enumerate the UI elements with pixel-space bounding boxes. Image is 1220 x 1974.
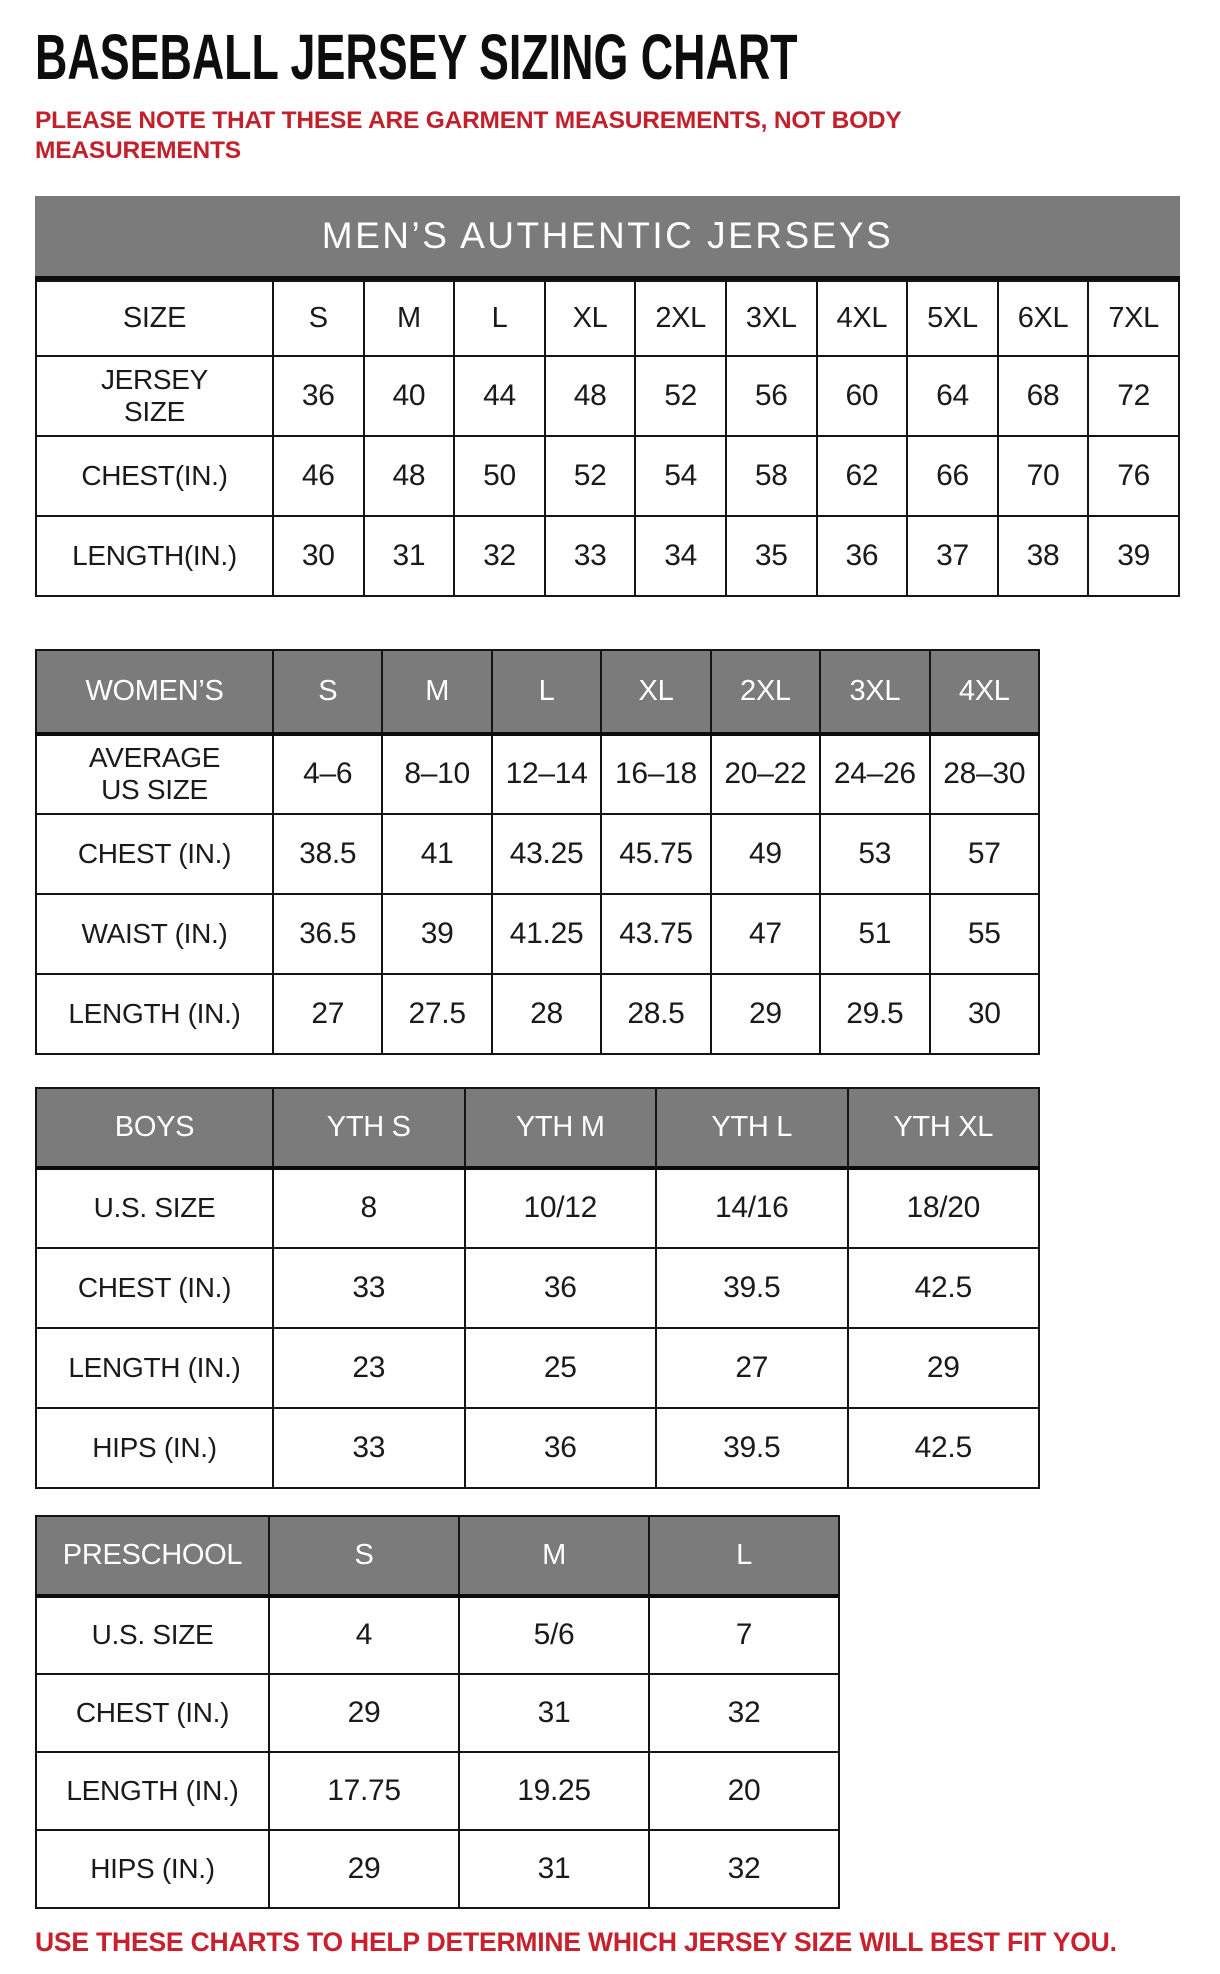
womens-value-cell: 16–18 bbox=[601, 734, 710, 814]
womens-value-cell: 51 bbox=[820, 894, 929, 974]
mens-value-cell: 66 bbox=[907, 436, 998, 516]
womens-row-label-cell bbox=[36, 734, 273, 814]
mens-row-label-cell bbox=[36, 516, 273, 596]
preschool-value-cell: 29 bbox=[269, 1830, 459, 1908]
womens-value-cell: 43.75 bbox=[601, 894, 710, 974]
fit-advice-note: USE THESE CHARTS TO HELP DETERMINE WHICH JERSEY SIZE WILL BEST FIT YOU. bbox=[35, 1926, 1117, 1957]
womens-header-size: L bbox=[492, 650, 601, 734]
boys-header-size: YTH L bbox=[656, 1088, 848, 1168]
boys-table-section bbox=[35, 1087, 1220, 1489]
preschool-size-table bbox=[35, 1515, 840, 1909]
preschool-header-label: PRESCHOOL bbox=[36, 1516, 269, 1596]
mens-value-cell: 50 bbox=[454, 436, 545, 516]
preschool-row-label: CHEST (IN.) bbox=[75, 1696, 230, 1728]
womens-data-row bbox=[36, 814, 1039, 894]
womens-header-size: XL bbox=[601, 650, 710, 734]
womens-value-cell: 29 bbox=[711, 974, 820, 1054]
boys-value-cell: 25 bbox=[465, 1328, 657, 1408]
boys-row-label: CHEST (IN.) bbox=[77, 1271, 232, 1303]
mens-value-cell: 52 bbox=[545, 436, 636, 516]
boys-value-cell: 39.5 bbox=[656, 1248, 848, 1328]
preschool-value-cell: 32 bbox=[649, 1674, 839, 1752]
mens-header-size: L bbox=[454, 281, 545, 356]
womens-row-label: CHEST (IN.) bbox=[77, 837, 232, 869]
preschool-value-cell: 19.25 bbox=[459, 1752, 649, 1830]
mens-value-cell: 46 bbox=[273, 436, 364, 516]
boys-value-cell: 33 bbox=[273, 1408, 465, 1488]
mens-size-table bbox=[35, 280, 1180, 597]
boys-value-cell: 33 bbox=[273, 1248, 465, 1328]
womens-value-cell: 28–30 bbox=[930, 734, 1039, 814]
mens-header-size: 4XL bbox=[817, 281, 908, 356]
mens-value-cell: 38 bbox=[998, 516, 1089, 596]
preschool-value-cell: 20 bbox=[649, 1752, 839, 1830]
womens-value-cell: 57 bbox=[930, 814, 1039, 894]
womens-value-cell: 53 bbox=[820, 814, 929, 894]
mens-header-label: SIZE bbox=[36, 281, 273, 356]
womens-value-cell: 24–26 bbox=[820, 734, 929, 814]
boys-value-cell: 27 bbox=[656, 1328, 848, 1408]
preschool-value-cell: 32 bbox=[649, 1830, 839, 1908]
boys-value-cell: 8 bbox=[273, 1168, 465, 1248]
womens-value-cell: 30 bbox=[930, 974, 1039, 1054]
womens-header-size: 4XL bbox=[930, 650, 1039, 734]
womens-data-row bbox=[36, 974, 1039, 1054]
page-title-text: BASEBALL JERSEY SIZING CHART bbox=[35, 21, 798, 93]
boys-data-row bbox=[36, 1408, 1039, 1488]
boys-row-label-cell bbox=[36, 1328, 273, 1408]
boys-header-size: YTH S bbox=[273, 1088, 465, 1168]
mens-value-cell: 62 bbox=[817, 436, 908, 516]
mens-value-cell: 70 bbox=[998, 436, 1089, 516]
mens-banner: MEN’S AUTHENTIC JERSEYS bbox=[35, 196, 1180, 280]
mens-header-row bbox=[36, 281, 1179, 356]
womens-header-row bbox=[36, 650, 1039, 734]
preschool-row-label-cell bbox=[36, 1596, 269, 1674]
mens-value-cell: 58 bbox=[726, 436, 817, 516]
mens-row-label: CHEST(IN.) bbox=[81, 459, 228, 491]
preschool-row-label: LENGTH (IN.) bbox=[66, 1774, 239, 1806]
boys-size-table bbox=[35, 1087, 1040, 1489]
mens-header-size: M bbox=[364, 281, 455, 356]
mens-value-cell: 37 bbox=[907, 516, 998, 596]
boys-value-cell: 36 bbox=[465, 1248, 657, 1328]
mens-value-cell: 72 bbox=[1088, 356, 1179, 436]
boys-value-cell: 29 bbox=[848, 1328, 1040, 1408]
womens-value-cell: 47 bbox=[711, 894, 820, 974]
womens-value-cell: 36.5 bbox=[273, 894, 382, 974]
boys-row-label: LENGTH (IN.) bbox=[68, 1351, 241, 1383]
mens-value-cell: 33 bbox=[545, 516, 636, 596]
boys-value-cell: 18/20 bbox=[848, 1168, 1040, 1248]
boys-row-label: HIPS (IN.) bbox=[92, 1431, 217, 1463]
preschool-header-size: M bbox=[459, 1516, 649, 1596]
womens-value-cell: 55 bbox=[930, 894, 1039, 974]
preschool-value-cell: 4 bbox=[269, 1596, 459, 1674]
mens-value-cell: 39 bbox=[1088, 516, 1179, 596]
preschool-value-cell: 31 bbox=[459, 1674, 649, 1752]
mens-table-section bbox=[35, 196, 1180, 597]
preschool-value-cell: 17.75 bbox=[269, 1752, 459, 1830]
page-title bbox=[35, 21, 1220, 94]
mens-value-cell: 35 bbox=[726, 516, 817, 596]
mens-header-size: 7XL bbox=[1088, 281, 1179, 356]
womens-header-size: 2XL bbox=[711, 650, 820, 734]
mens-value-cell: 56 bbox=[726, 356, 817, 436]
mens-value-cell: 40 bbox=[364, 356, 455, 436]
boys-value-cell: 10/12 bbox=[465, 1168, 657, 1248]
womens-row-label-cell bbox=[36, 814, 273, 894]
boys-row-label-cell bbox=[36, 1168, 273, 1248]
womens-row-label-cell bbox=[36, 894, 273, 974]
boys-value-cell: 23 bbox=[273, 1328, 465, 1408]
womens-row-label: LENGTH (IN.) bbox=[68, 997, 241, 1029]
preschool-value-cell: 29 bbox=[269, 1674, 459, 1752]
mens-value-cell: 31 bbox=[364, 516, 455, 596]
mens-header-size: 3XL bbox=[726, 281, 817, 356]
mens-value-cell: 76 bbox=[1088, 436, 1179, 516]
womens-header-size: M bbox=[382, 650, 491, 734]
mens-header-size: XL bbox=[545, 281, 636, 356]
boys-data-row bbox=[36, 1168, 1039, 1248]
womens-value-cell: 28.5 bbox=[601, 974, 710, 1054]
womens-value-cell: 27.5 bbox=[382, 974, 491, 1054]
mens-value-cell: 54 bbox=[635, 436, 726, 516]
womens-value-cell: 41 bbox=[382, 814, 491, 894]
garment-measurements-note: PLEASE NOTE THAT THESE ARE GARMENT MEASUREMENTS, NOT BODY MEASUREMENTS bbox=[35, 107, 902, 164]
boys-value-cell: 42.5 bbox=[848, 1408, 1040, 1488]
womens-value-cell: 28 bbox=[492, 974, 601, 1054]
mens-header-size: S bbox=[273, 281, 364, 356]
mens-row-label: JERSEY SIZE bbox=[100, 363, 209, 427]
mens-value-cell: 48 bbox=[364, 436, 455, 516]
womens-row-label-cell bbox=[36, 974, 273, 1054]
boys-header-label: BOYS bbox=[36, 1088, 273, 1168]
preschool-header-size: L bbox=[649, 1516, 839, 1596]
mens-value-cell: 48 bbox=[545, 356, 636, 436]
preschool-data-row bbox=[36, 1596, 839, 1674]
mens-value-cell: 68 bbox=[998, 356, 1089, 436]
preschool-row-label-cell bbox=[36, 1830, 269, 1908]
mens-header-size: 5XL bbox=[907, 281, 998, 356]
boys-value-cell: 36 bbox=[465, 1408, 657, 1488]
boys-value-cell: 39.5 bbox=[656, 1408, 848, 1488]
mens-value-cell: 64 bbox=[907, 356, 998, 436]
womens-value-cell: 45.75 bbox=[601, 814, 710, 894]
preschool-value-cell: 5/6 bbox=[459, 1596, 649, 1674]
womens-data-row bbox=[36, 894, 1039, 974]
womens-size-table bbox=[35, 649, 1040, 1055]
womens-value-cell: 20–22 bbox=[711, 734, 820, 814]
boys-data-row bbox=[36, 1328, 1039, 1408]
womens-value-cell: 43.25 bbox=[492, 814, 601, 894]
boys-row-label-cell bbox=[36, 1248, 273, 1328]
preschool-row-label: HIPS (IN.) bbox=[90, 1852, 215, 1884]
preschool-data-row bbox=[36, 1752, 839, 1830]
mens-header-size: 2XL bbox=[635, 281, 726, 356]
boys-value-cell: 14/16 bbox=[656, 1168, 848, 1248]
mens-value-cell: 60 bbox=[817, 356, 908, 436]
womens-data-row bbox=[36, 734, 1039, 814]
womens-value-cell: 38.5 bbox=[273, 814, 382, 894]
womens-row-label: WAIST (IN.) bbox=[81, 917, 228, 949]
womens-row-label: AVERAGE US SIZE bbox=[88, 742, 221, 806]
mens-data-row bbox=[36, 356, 1179, 436]
womens-value-cell: 29.5 bbox=[820, 974, 929, 1054]
preschool-row-label-cell bbox=[36, 1674, 269, 1752]
womens-header-label: WOMEN’S bbox=[36, 650, 273, 734]
preschool-value-cell: 7 bbox=[649, 1596, 839, 1674]
mens-value-cell: 36 bbox=[817, 516, 908, 596]
womens-table-section bbox=[35, 649, 1220, 1055]
mens-data-row bbox=[36, 516, 1179, 596]
preschool-header-size: S bbox=[269, 1516, 459, 1596]
womens-value-cell: 4–6 bbox=[273, 734, 382, 814]
preschool-data-row bbox=[36, 1674, 839, 1752]
boys-header-row bbox=[36, 1088, 1039, 1168]
womens-value-cell: 39 bbox=[382, 894, 491, 974]
boys-header-size: YTH XL bbox=[848, 1088, 1040, 1168]
mens-row-label: LENGTH(IN.) bbox=[72, 539, 237, 571]
womens-value-cell: 8–10 bbox=[382, 734, 491, 814]
womens-value-cell: 49 bbox=[711, 814, 820, 894]
womens-value-cell: 12–14 bbox=[492, 734, 601, 814]
mens-value-cell: 44 bbox=[454, 356, 545, 436]
mens-row-label-cell bbox=[36, 436, 273, 516]
mens-value-cell: 30 bbox=[273, 516, 364, 596]
mens-value-cell: 32 bbox=[454, 516, 545, 596]
preschool-row-label: U.S. SIZE bbox=[91, 1619, 214, 1651]
boys-value-cell: 42.5 bbox=[848, 1248, 1040, 1328]
preschool-data-row bbox=[36, 1830, 839, 1908]
mens-value-cell: 36 bbox=[273, 356, 364, 436]
mens-data-row bbox=[36, 436, 1179, 516]
boys-header-size: YTH M bbox=[465, 1088, 657, 1168]
boys-row-label: U.S. SIZE bbox=[93, 1192, 216, 1224]
preschool-row-label-cell bbox=[36, 1752, 269, 1830]
womens-value-cell: 41.25 bbox=[492, 894, 601, 974]
preschool-header-row bbox=[36, 1516, 839, 1596]
womens-value-cell: 27 bbox=[273, 974, 382, 1054]
womens-header-size: 3XL bbox=[820, 650, 929, 734]
mens-header-size: 6XL bbox=[998, 281, 1089, 356]
preschool-value-cell: 31 bbox=[459, 1830, 649, 1908]
preschool-table-section bbox=[35, 1515, 1220, 1909]
mens-row-label-cell bbox=[36, 356, 273, 436]
womens-header-size: S bbox=[273, 650, 382, 734]
boys-row-label-cell bbox=[36, 1408, 273, 1488]
boys-data-row bbox=[36, 1248, 1039, 1328]
mens-value-cell: 52 bbox=[635, 356, 726, 436]
mens-value-cell: 34 bbox=[635, 516, 726, 596]
